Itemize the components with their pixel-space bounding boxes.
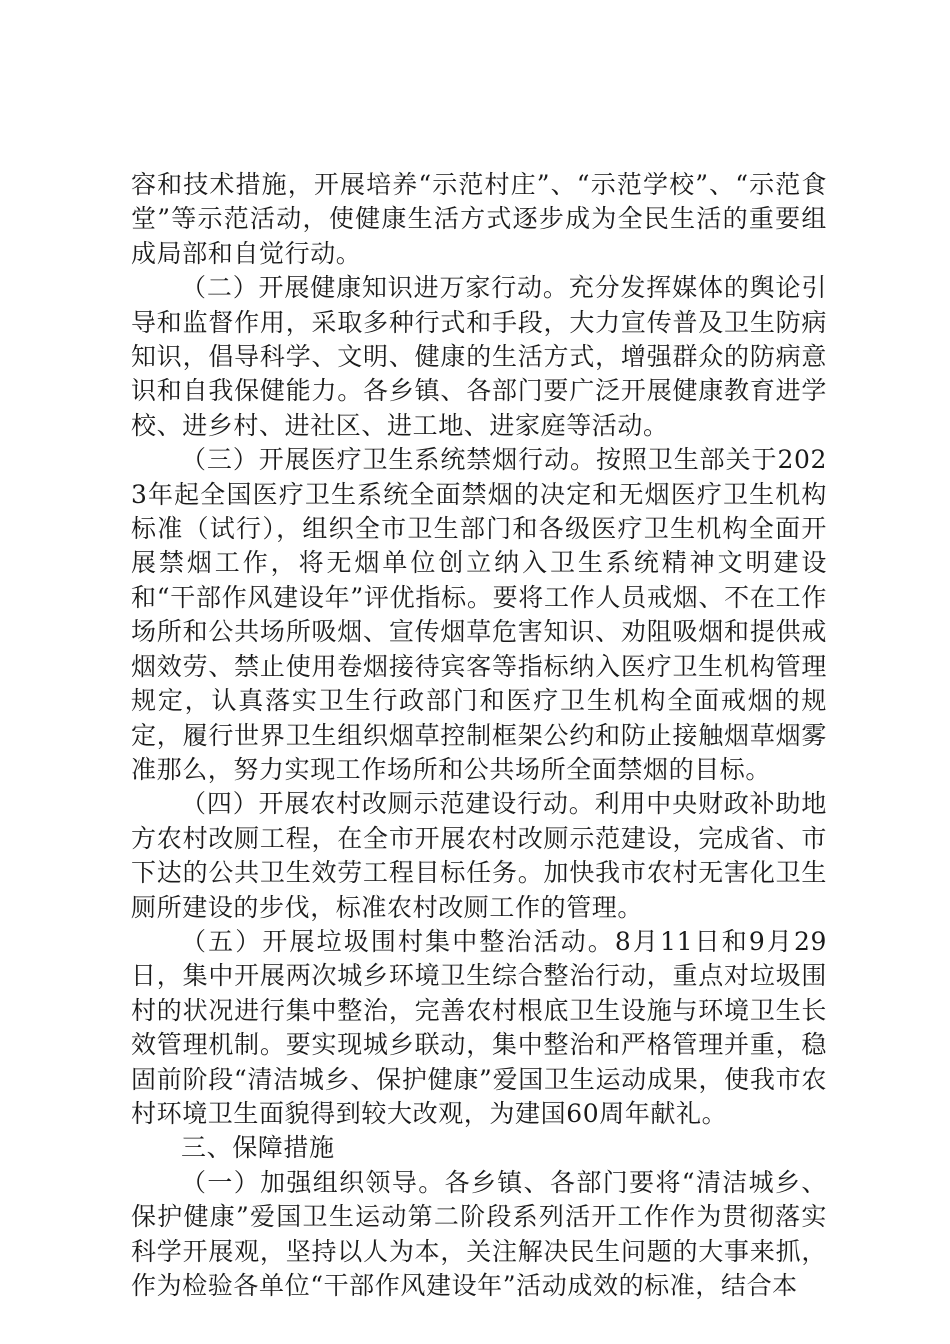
paragraph-health-knowledge: （二）开展健康知识进万家行动。充分发挥媒体的舆论引导和监督作用，采取多种行式和手段，大力宣传普及卫生防病知识，倡导科学、文明、健康的生活方式，增强群众的防病意识和自我保健能力。各乡镇、各部门要广泛开展健康教育进学校、进乡村、进社区、进工地、进家庭等活动。 [131, 273, 827, 440]
section-heading-safeguards: 三、保障措施 [181, 1133, 335, 1163]
paragraph-organization: （一）加强组织领导。各乡镇、各部门要将“清洁城乡、保护健康”爱国卫生运动第二阶段系列活开工作作为贯彻落实科学开展观，坚持以人为本，关注解决民生问题的大事来抓，作为检验各单位“干部作风建设年”活动成效的标准，结合本 [131, 1167, 827, 1300]
paragraph-intro-continuation: 容和技术措施，开展培养“示范村庄”、“示范学校”、“示范食堂”等示范活动，使健康生活方式逐步成为全民生活的重要组成局部和自觉行动。 [131, 170, 827, 268]
document-body [131, 168, 827, 1303]
paragraph-garbage-cleanup: （五）开展垃圾围村集中整治活动。8月11日和9月29日，集中开展两次城乡环境卫生综合整治行动，重点对垃圾围村的状况进行集中整治，完善农村根底卫生设施与环境卫生长效管理机制。要实现城乡联动，集中整治和严格管理并重，稳固前阶段“清洁城乡、保护健康”爱国卫生运动成果，使我市农村环境卫生面貌得到较大改观，为建国60周年献礼。 [131, 926, 827, 1128]
paragraph-smoking-ban: （三）开展医疗卫生系统禁烟行动。按照卫生部关于2023年起全国医疗卫生系统全面禁烟的决定和无烟医疗卫生机构标准（试行），组织全市卫生部门和各级医疗卫生机构全面开展禁烟工作，将无烟单位创立纳入卫生系统精神文明建设和“干部作风建设年”评优指标。要将工作人员戒烟、不在工作场所和公共场所吸烟、宣传烟草危害知识、劝阻吸烟和提供戒烟效劳、禁止使用卷烟接待宾客等指标纳入医疗卫生机构管理规定，认真落实卫生行政部门和医疗卫生机构全面戒烟的规定，履行世界卫生组织烟草控制框架公约和防止接触烟草烟雾准那么，努力实现工作场所和公共场所全面禁烟的目标。 [131, 445, 827, 784]
paragraph-rural-toilets: （四）开展农村改厕示范建设行动。利用中央财政补助地方农村改厕工程，在全市开展农村改厕示范建设，完成省、市下达的公共卫生效劳工程目标任务。加快我市农村无害化卫生厕所建设的步伐，标准农村改厕工作的管理。 [131, 789, 827, 922]
